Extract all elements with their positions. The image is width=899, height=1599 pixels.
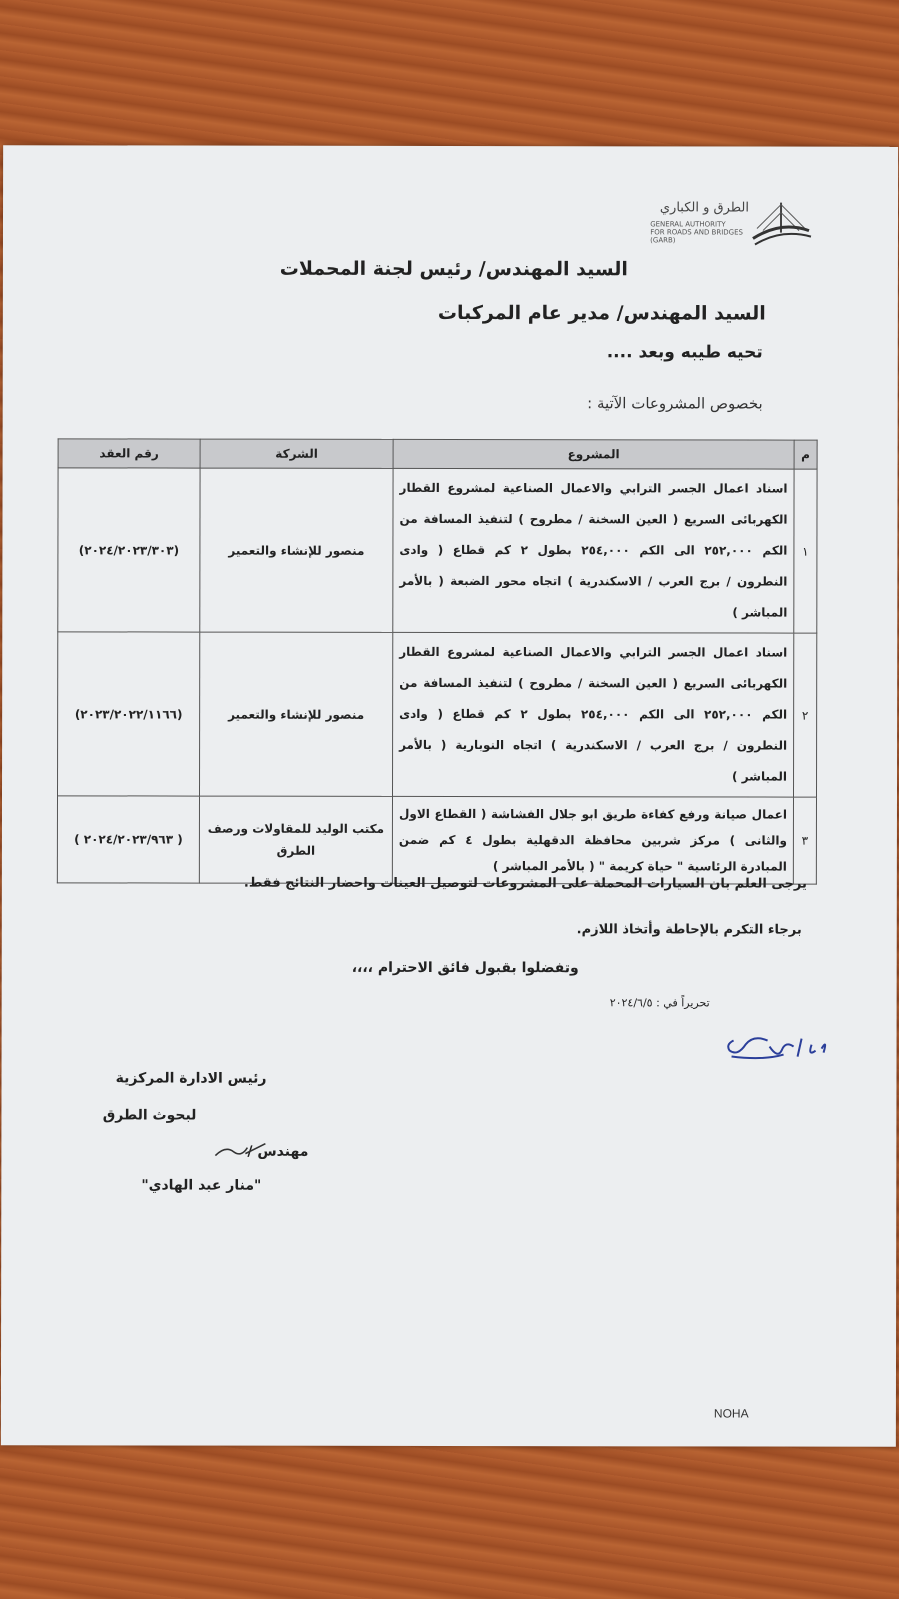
table-header-row — [58, 439, 817, 469]
closing-line: وتفضلوا بقبول فائق الاحترام ،،،، — [351, 959, 579, 977]
row-company: منصور للإنشاء والتعمير — [200, 468, 393, 632]
handwritten-signature-icon — [724, 1026, 834, 1066]
note-vehicles: يرجى العلم بان السيارات المحملة على المشروعات لتوصيل العينات واحضار النتائج فقط. — [243, 875, 807, 892]
header-company: الشركة — [200, 439, 393, 468]
document-page — [1, 145, 898, 1447]
logo-english-name: GENERAL AUTHORITY FOR ROADS AND BRIDGES (GARB) — [650, 220, 743, 245]
row-contract: (٢٠٢٤/٢٠٢٣/٣٠٣) — [58, 468, 200, 632]
note-request: برجاء التكرم بالإحاطة وأتخاذ اللازم. — [576, 922, 802, 938]
row-company: مكتب الوليد للمقاولات ورصف الطرق — [199, 796, 392, 883]
typist-initials: NOHA — [713, 1406, 749, 1421]
signatory-name: "منار عبد الهادي" — [141, 1177, 262, 1194]
row-project: اسناد اعمال الجسر الترابي والاعمال الصناعية لمشروع القطار الكهربائى السريع ( العين السخنة / مطروح ) لتنفيذ المسافة من الكم ٢٥٢,٠٠٠ الى الكم ٢٥٤,٠٠٠ بطول ٢ كم قطاع ( وادى النطرون / برج العرب / الاسكندرية ) اتجاه محور الضبعة ( بالأمر المباشر ) — [393, 468, 794, 633]
row-num: ٢ — [793, 633, 816, 797]
row-num: ١ — [794, 469, 817, 633]
projects-table — [57, 438, 818, 884]
authority-logo — [650, 198, 829, 248]
header-project: المشروع — [393, 439, 794, 469]
bridge-logo-icon — [751, 199, 829, 249]
subject-intro: بخصوص المشروعات الآتية : — [587, 394, 763, 413]
logo-arabic-name: الطرق و الكباري — [659, 200, 750, 216]
row-project: اسناد اعمال الجسر الترابي والاعمال الصناعية لمشروع القطار الكهربائى السريع ( العين السخنة / مطروح ) لتنفيذ المسافة من الكم ٢٥٢,٠٠٠ الى الكم ٢٥٤,٠٠٠ بطول ٢ كم قطاع ( وادى النطرون / برج العرب / الاسكندرية ) اتجاه النوبارية ( بالأمر المباشر ) — [392, 632, 793, 797]
signatory-title: رئيس الادارة المركزية — [115, 1070, 267, 1087]
row-contract: ( ٢٠٢٤/٢٠٢٣/٩٦٣ ) — [57, 796, 199, 883]
initial-signature-icon — [211, 1136, 271, 1166]
table-row — [57, 796, 816, 884]
table-row — [57, 632, 816, 797]
addressee-committee-head: السيد المهندس/ رئيس لجنة المحملات — [279, 257, 628, 281]
row-num: ٣ — [793, 797, 816, 884]
issue-date: تحريراً في : ٢٠٢٤/٦/٥ — [609, 996, 710, 1010]
row-project: اعمال صيانة ورفع كفاءة طريق ابو جلال الفشاشة ( القطاع الاول والثانى ) مركز شربين محافظة الدقهلية بطول ٤ كم ضمن المبادرة الرئاسية " حياة كريمة " ( بالأمر المباشر ) — [392, 796, 793, 884]
signatory-engineer-label: مهندس / — [247, 1143, 309, 1160]
greeting: تحيه طيبه وبعد .... — [606, 342, 763, 363]
row-company: منصور للإنشاء والتعمير — [199, 632, 392, 796]
signatory-department: لبحوث الطرق — [102, 1107, 197, 1124]
table-row — [58, 468, 817, 633]
header-num: م — [794, 440, 817, 469]
header-contract: رقم العقد — [58, 439, 200, 468]
addressee-vehicles-director: السيد المهندس/ مدير عام المركبات — [437, 301, 766, 325]
row-contract: (٢٠٢٣/٢٠٢٢/١١٦٦) — [57, 632, 199, 796]
